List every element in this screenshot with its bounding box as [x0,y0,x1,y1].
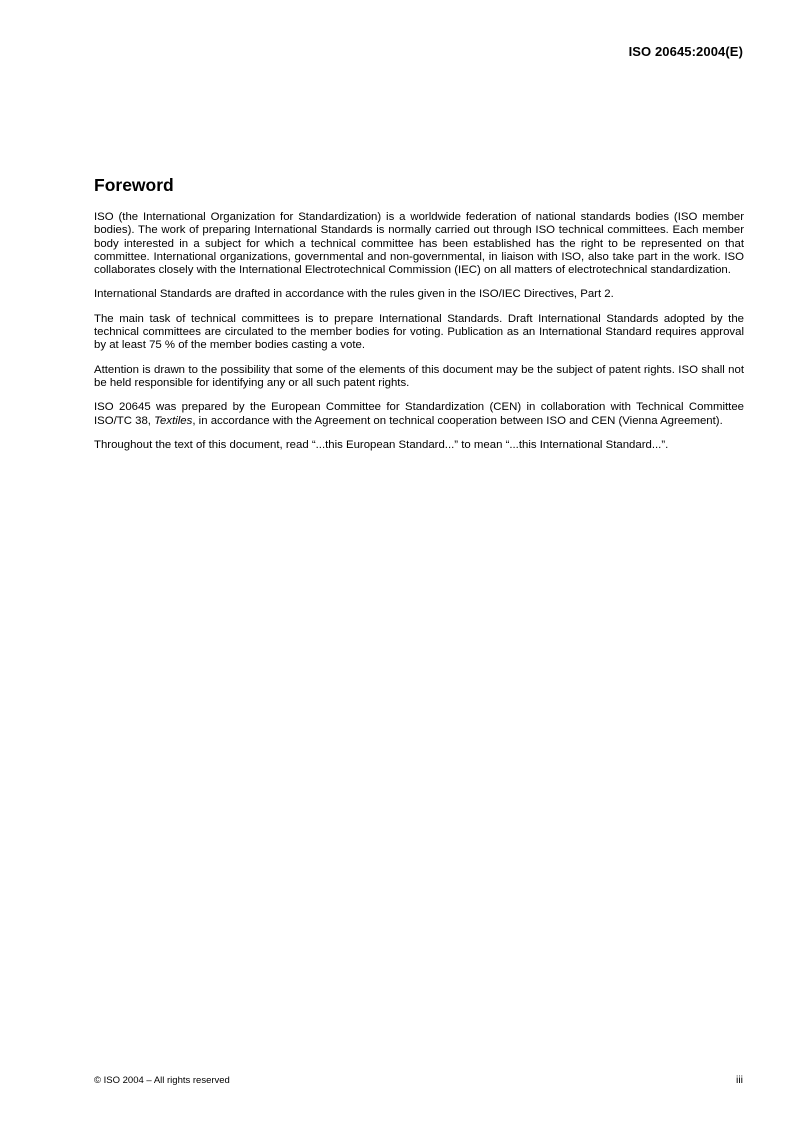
preparation-text-start: ISO 20645 was prepared by the European Committee for Standardization (CEN) in collaboration with Technical Committee ISO/TC 38, [94,401,744,427]
document-code: ISO 20645:2004(E) [628,44,743,59]
paragraph-patent-rights: Attention is drawn to the possibility that some of the elements of this document may be the subject of patent rights. ISO shall not be held responsible for identifying any or all such patent rights. [94,363,744,389]
paragraph-technical-committees: The main task of technical committees is to prepare International Standards. Draft International Standards adopted by the technical committees are circulated to the member bodies for voting. Publication as an International Standard requires approval by at least 75 % of the member bodies casting a vote. [94,312,744,352]
paragraph-preparation [94,401,744,428]
page-title: Foreword [94,175,174,195]
page-number: iii [736,1074,743,1086]
foreword-section [94,174,744,463]
paragraph-iso-overview: ISO (the International Organization for Standardization) is a worldwide federation of national standards bodies (ISO member bodies). The work of preparing International Standards is normally carried out through ISO technical committees. Each member body interested in a subject for which a technical committee has been established has the right to be represented on that committee. International organizations, governmental and non-governmental, in liaison with ISO, also take part in the work. ISO collaborates closely with the International Electrotechnical Commission (IEC) on all matters of electrotechnical standardization. [94,211,744,277]
paragraph-directives: International Standards are drafted in accordance with the rules given in the ISO/IEC Directives, Part 2. [94,288,614,301]
committee-name-italic: Textiles [154,414,193,427]
preparation-text-end: , in accordance with the Agreement on technical cooperation between ISO and CEN (Vienna Agreement). [192,414,723,427]
paragraph-reading-note: Throughout the text of this document, read “...this European Standard...” to mean “...this International Standard...”. [94,438,669,451]
copyright-notice: © ISO 2004 – All rights reserved [94,1075,230,1086]
